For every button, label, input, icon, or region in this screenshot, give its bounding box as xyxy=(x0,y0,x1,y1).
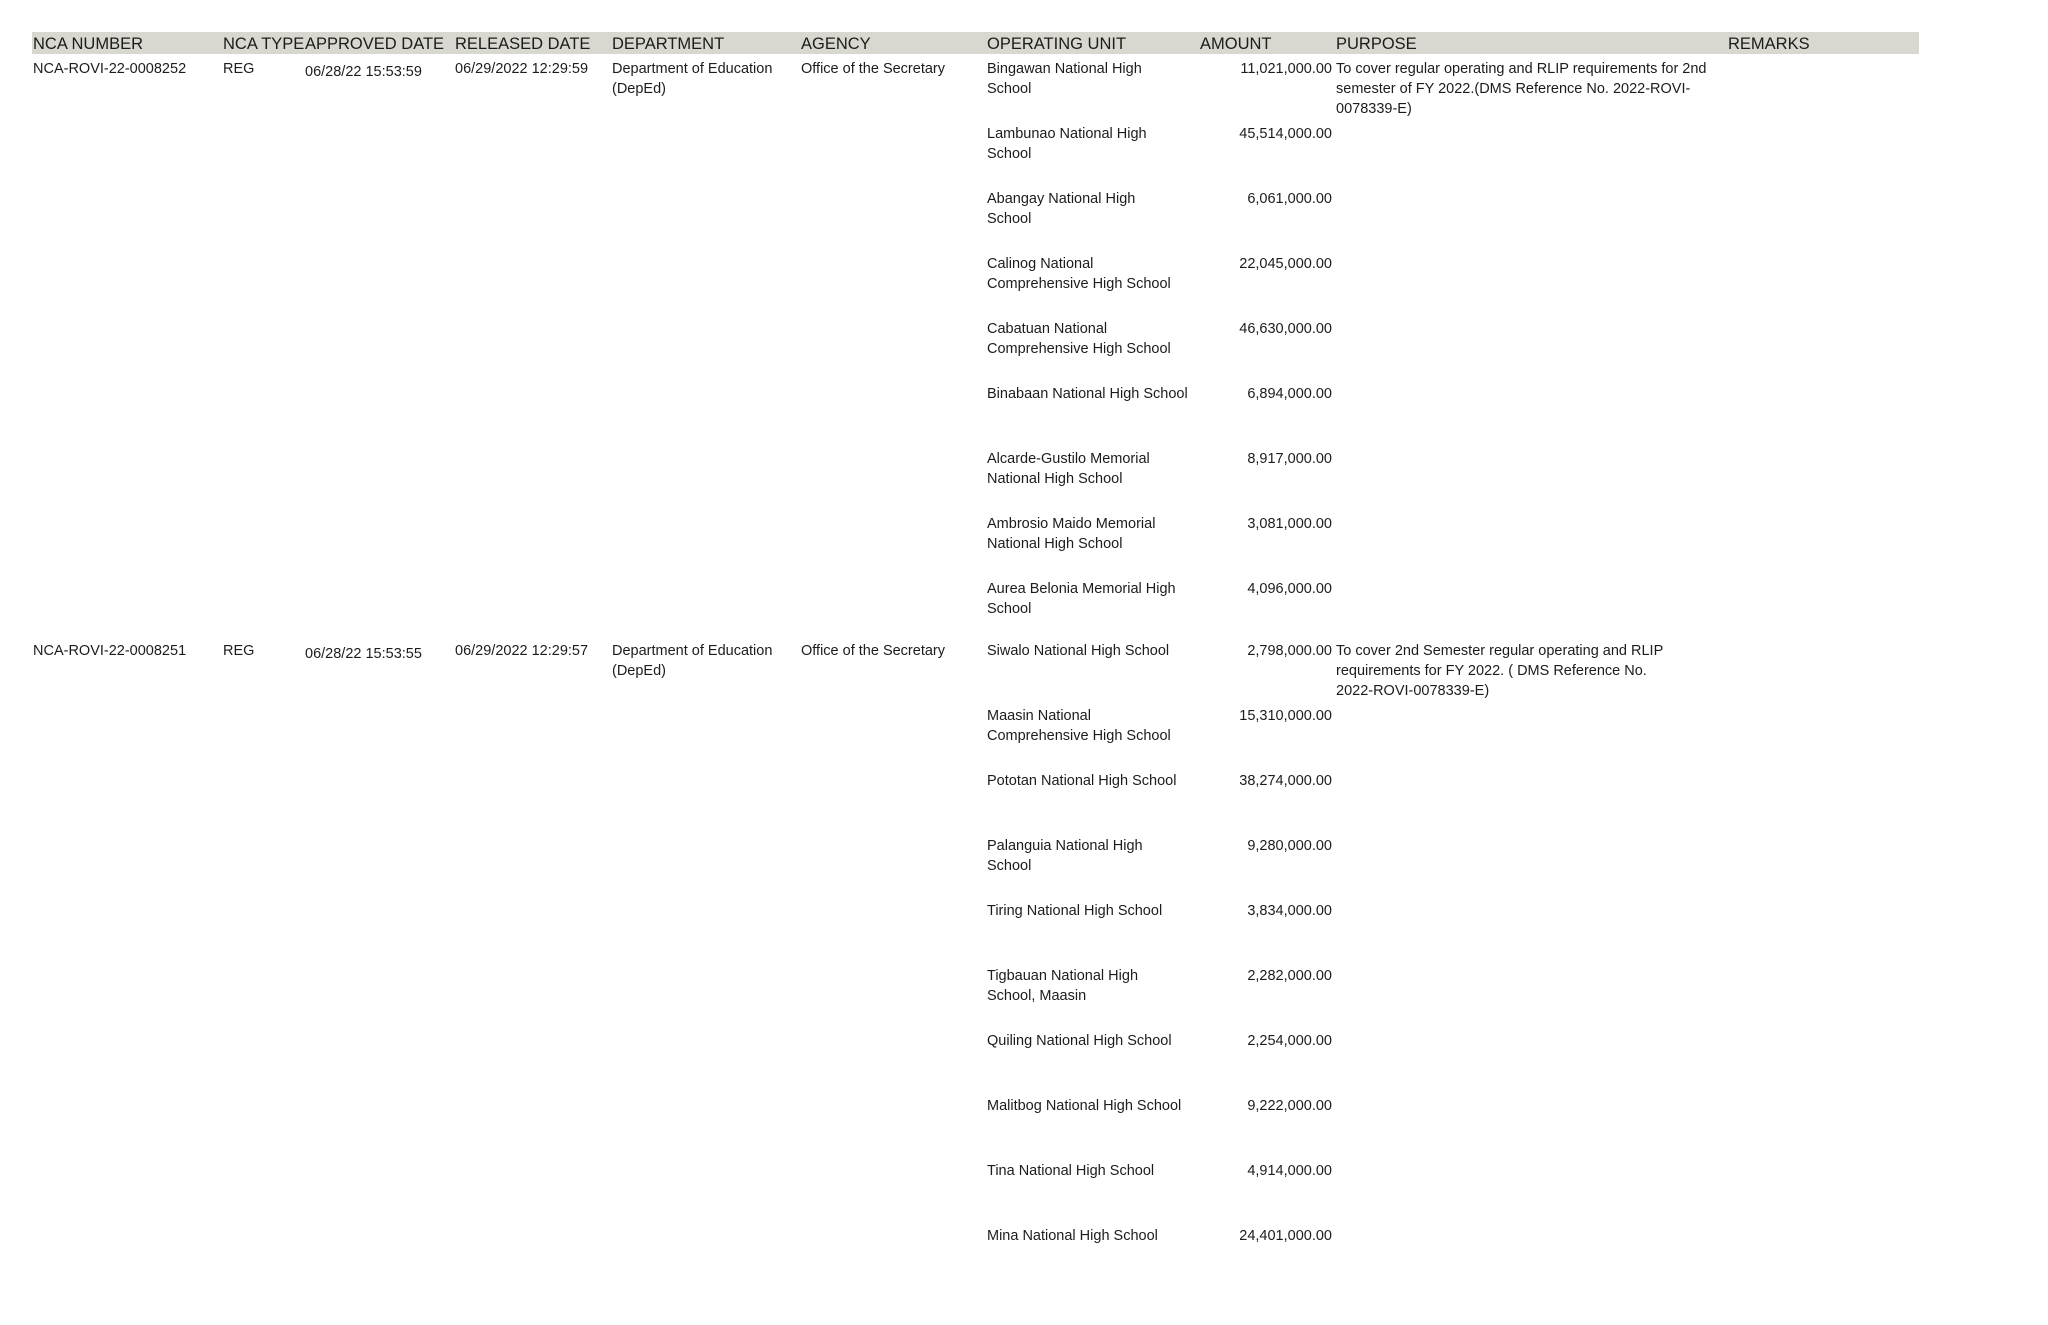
amount-cell: 46,630,000.00 xyxy=(1239,321,1332,337)
amount-cell: 2,254,000.00 xyxy=(1247,1033,1332,1049)
agency-cell: Office of the Secretary xyxy=(801,61,945,77)
header-released-date: RELEASED DATE xyxy=(455,35,591,53)
header-remarks: REMARKS xyxy=(1728,35,1810,53)
operating-unit-cell: Aurea Belonia Memorial High School xyxy=(987,581,1176,617)
header-approved-date: APPROVED DATE xyxy=(305,35,445,53)
operating-unit-cell: Tina National High School xyxy=(987,1163,1155,1179)
released-date-cell: 06/29/2022 12:29:59 xyxy=(455,61,589,77)
operating-unit-cell: Alcarde-Gustilo Memorial National High School xyxy=(987,451,1150,487)
amount-cell: 11,021,000.00 xyxy=(1240,61,1332,77)
operating-unit-cell: Binabaan National High School xyxy=(987,386,1188,402)
nca-number-cell: NCA-ROVI-22-0008251 xyxy=(33,643,187,659)
header-operating-unit: OPERATING UNIT xyxy=(987,35,1127,53)
amount-cell: 6,894,000.00 xyxy=(1247,386,1332,402)
amount-cell: 3,834,000.00 xyxy=(1247,903,1332,919)
operating-unit-cell: Abangay National High School xyxy=(987,191,1136,227)
amount-cell: 38,274,000.00 xyxy=(1239,773,1332,789)
operating-unit-cell: Tigbauan National High School, Maasin xyxy=(987,968,1139,1004)
operating-unit-cell: Ambrosio Maido Memorial National High School xyxy=(987,516,1156,552)
amount-cell: 2,798,000.00 xyxy=(1247,643,1332,659)
operating-unit-cell: Mina National High School xyxy=(987,1228,1158,1244)
nca-type-cell: REG xyxy=(223,61,255,77)
approved-date-cell: 06/28/22 15:53:55 xyxy=(305,646,422,662)
operating-unit-cell: Lambunao National High School xyxy=(987,126,1147,162)
operating-unit-cell: Cabatuan National Comprehensive High School xyxy=(987,321,1171,357)
nca-type-cell: REG xyxy=(223,643,255,659)
purpose-cell: To cover regular operating and RLIP requirements for 2nd semester of FY 2022.(DMS Reference No. 2022-ROVI-0078339-E) xyxy=(1336,61,1707,117)
amount-cell: 9,222,000.00 xyxy=(1247,1098,1332,1114)
operating-unit-cell: Bingawan National High School xyxy=(987,61,1142,97)
operating-unit-cell: Maasin National Comprehensive High School xyxy=(987,708,1171,744)
amount-cell: 3,081,000.00 xyxy=(1247,516,1332,532)
department-cell: Department of Education (DepEd) xyxy=(612,643,773,679)
nca-number-cell: NCA-ROVI-22-0008252 xyxy=(33,61,187,77)
amount-cell: 9,280,000.00 xyxy=(1247,838,1332,854)
operating-unit-cell: Tiring National High School xyxy=(987,903,1163,919)
amount-cell: 4,096,000.00 xyxy=(1247,581,1332,597)
amount-cell: 6,061,000.00 xyxy=(1247,191,1332,207)
amount-cell: 4,914,000.00 xyxy=(1247,1163,1332,1179)
header-department: DEPARTMENT xyxy=(612,35,725,53)
amount-cell: 15,310,000.00 xyxy=(1239,708,1332,724)
table-header-row xyxy=(32,32,1919,54)
amount-cell: 24,401,000.00 xyxy=(1239,1228,1332,1244)
amount-cell: 22,045,000.00 xyxy=(1239,256,1332,272)
approved-date-cell: 06/28/22 15:53:59 xyxy=(305,64,422,80)
operating-unit-cell: Pototan National High School xyxy=(987,773,1177,789)
header-nca-type: NCA TYPE xyxy=(223,35,305,53)
amount-cell: 2,282,000.00 xyxy=(1247,968,1332,984)
operating-unit-cell: Malitbog National High School xyxy=(987,1098,1182,1114)
released-date-cell: 06/29/2022 12:29:57 xyxy=(455,643,589,659)
operating-unit-cell: Quiling National High School xyxy=(987,1033,1172,1049)
header-purpose: PURPOSE xyxy=(1336,35,1417,53)
header-nca-number: NCA NUMBER xyxy=(33,35,144,53)
header-amount: AMOUNT xyxy=(1200,35,1272,53)
operating-unit-cell: Siwalo National High School xyxy=(987,643,1170,659)
agency-cell: Office of the Secretary xyxy=(801,643,945,659)
operating-unit-cell: Palanguia National High School xyxy=(987,838,1143,874)
header-agency: AGENCY xyxy=(801,35,871,53)
department-cell: Department of Education (DepEd) xyxy=(612,61,773,97)
purpose-cell: To cover 2nd Semester regular operating and RLIP requirements for FY 2022. ( DMS Reference No. 2022-ROVI-0078339-E) xyxy=(1336,643,1663,699)
operating-unit-cell: Calinog National Comprehensive High School xyxy=(987,256,1171,292)
amount-cell: 45,514,000.00 xyxy=(1239,126,1332,142)
amount-cell: 8,917,000.00 xyxy=(1247,451,1332,467)
